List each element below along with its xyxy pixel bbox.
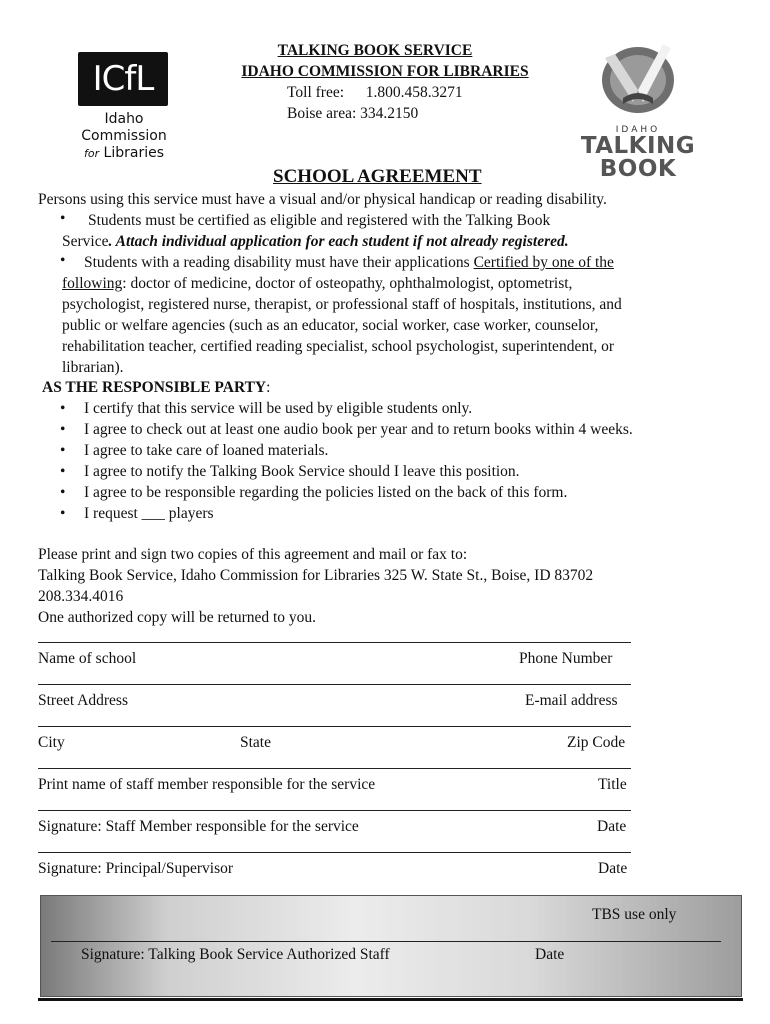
date-label-2: Date	[598, 860, 628, 877]
boise-label: Boise area:	[287, 105, 357, 122]
bullet-icon: •	[60, 252, 66, 269]
toll-free-line	[287, 82, 463, 103]
state-label: State	[240, 734, 271, 751]
req2-line6: librarian).	[62, 359, 124, 376]
staff-signature-label: Signature: Staff Member responsible for the service	[38, 818, 359, 835]
bullet-icon: •	[60, 210, 66, 227]
street-line[interactable]	[38, 684, 631, 685]
email-label: E-mail address	[525, 692, 618, 709]
bottom-divider	[38, 998, 743, 1001]
toll-free-number: 1.800.458.3271	[365, 84, 463, 101]
page-title: SCHOOL AGREEMENT	[273, 166, 482, 187]
talking-book-logo	[578, 40, 698, 181]
zip-label: Zip Code	[567, 734, 626, 751]
responsible-heading-colon: :	[266, 379, 271, 396]
boise-number: 334.2150	[360, 105, 419, 122]
icfl-logo-line1: Idaho	[104, 111, 144, 127]
title-label: Title	[598, 776, 627, 793]
list-item: • I agree to check out at least one audio book per year and to return books within 4 weeks.	[60, 421, 633, 438]
tbs-signature-line[interactable]	[51, 941, 721, 942]
req1-service: Service	[62, 233, 109, 250]
req2-line2	[62, 273, 572, 294]
staff-signature-line[interactable]	[38, 810, 631, 811]
icfl-logo-mark: ICfL	[78, 52, 168, 106]
req1-attach-note: . Attach individual application for each student if not already registered.	[108, 233, 569, 250]
talking-book-emblem-icon	[593, 40, 683, 118]
responsible-heading-text: AS THE RESPONSIBLE PARTY	[42, 379, 267, 396]
talking-book-logo-top: IDAHO	[615, 125, 661, 135]
commission-title: IDAHO COMMISSION FOR LIBRARIES	[241, 63, 529, 80]
tbs-date-label: Date	[535, 946, 565, 963]
icfl-logo-libraries: Libraries	[103, 145, 165, 161]
list-item: • I agree to notify the Talking Book Service should I leave this position.	[60, 463, 520, 480]
talking-book-logo-line2: BOOK	[599, 156, 677, 182]
toll-free-label: Toll free:	[287, 84, 345, 101]
req2-line3: psychologist, registered nurse, therapist, or professional staff of hospitals, institutions, and	[62, 296, 622, 313]
phone-label: Phone Number	[519, 650, 613, 667]
list-item: • I request ___ players	[60, 505, 214, 522]
responsible-heading	[42, 377, 270, 398]
icfl-logo	[78, 52, 170, 162]
req2-line1a: Students with a reading disability must have their applications	[84, 254, 474, 271]
req1-line2	[62, 231, 569, 252]
service-title: TALKING BOOK SERVICE	[277, 42, 473, 59]
list-item: • I agree to be responsible regarding the policies listed on the back of this form.	[60, 484, 568, 501]
mail-fax-number: 208.334.4016	[38, 588, 124, 605]
icfl-logo-line3	[78, 145, 170, 162]
boise-line	[287, 103, 418, 124]
icfl-logo-for: for	[83, 147, 100, 160]
list-item: • I certify that this service will be used by eligible students only.	[60, 400, 473, 417]
icfl-logo-line2: Commission	[81, 128, 167, 144]
street-label: Street Address	[38, 692, 128, 709]
mail-line1: Please print and sign two copies of this agreement and mail or fax to:	[38, 546, 468, 563]
tbs-use-only-box	[40, 895, 742, 997]
req2-line4: public or welfare agencies (such as an educator, social worker, case worker, counselor,	[62, 317, 599, 334]
print-name-line[interactable]	[38, 768, 631, 769]
school-line[interactable]	[38, 642, 631, 643]
req2-line1	[84, 252, 614, 273]
city-label: City	[38, 734, 65, 751]
talking-book-logo-text	[578, 135, 698, 181]
school-label: Name of school	[38, 650, 137, 667]
req2-line5: rehabilitation teacher, certified reading specialist, school psychologist, superintendent, or	[62, 338, 615, 355]
tbs-signature-label: Signature: Talking Book Service Authorized Staff	[81, 946, 390, 963]
print-name-label: Print name of staff member responsible for the service	[38, 776, 376, 793]
icfl-logo-text	[78, 111, 170, 162]
list-item: • I agree to take care of loaned materials.	[60, 442, 329, 459]
req2-line1b: Certified by one of the	[473, 254, 614, 271]
req2-line2b: : doctor of medicine, doctor of osteopathy, ophthalmologist, optometrist,	[122, 275, 573, 292]
mail-line4: One authorized copy will be returned to you.	[38, 609, 317, 626]
principal-signature-label: Signature: Principal/Supervisor	[38, 860, 234, 877]
intro-text: Persons using this service must have a visual and/or physical handicap or reading disability.	[38, 191, 607, 208]
principal-signature-line[interactable]	[38, 852, 631, 853]
tbs-use-only-label: TBS use only	[592, 906, 677, 923]
date-label-1: Date	[597, 818, 627, 835]
talking-book-logo-line1: TALKING	[580, 133, 696, 159]
city-line[interactable]	[38, 726, 631, 727]
req1-line1: Students must be certified as eligible and registered with the Talking Book	[88, 212, 551, 229]
req2-following: following	[62, 275, 123, 292]
mail-line2: Talking Book Service, Idaho Commission for Libraries 325 W. State St., Boise, ID 83702	[38, 567, 594, 584]
